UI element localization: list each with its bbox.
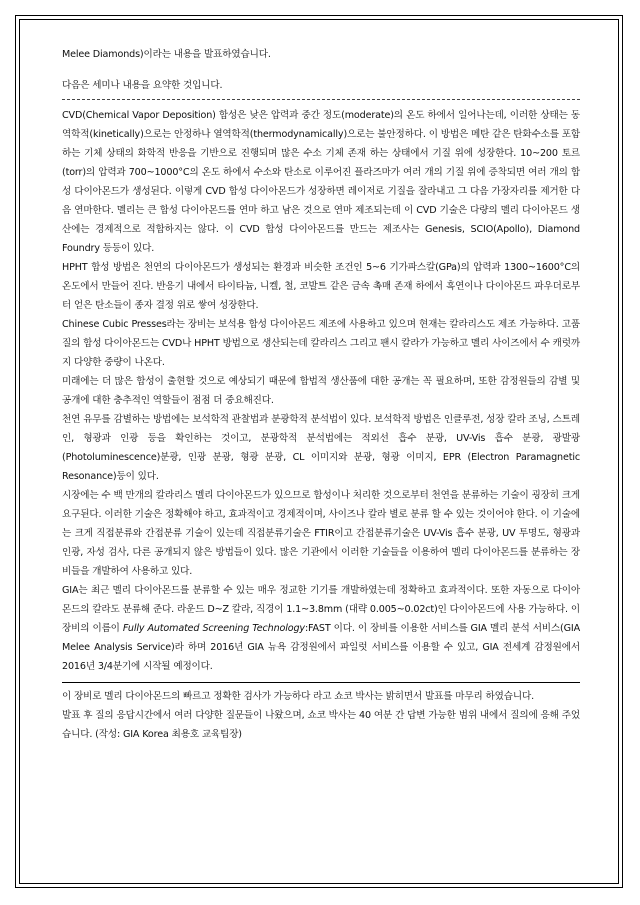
document-body (62, 45, 580, 744)
gia-text-before: GIA는 최근 멜리 다이아몬드를 분류할 수 있는 매우 정교한 기기를 개발하였는데 정확하고 효과적이다. 또한 자동으로 다이아몬드의 칼라도 분류해 준다. 라운드 D~Z 칼라, 직경이 1.1~3.8mm (대략 0.005~0.02ct)인 다이아몬드에 사용 가능하다. 이 장비의 이름이 (62, 585, 580, 634)
intro-line: Melee Diamonds)이라는 내용을 발표하였습니다. (62, 49, 271, 60)
gia-device-name: Fully Automated Screening Technology (122, 623, 305, 634)
summary-lead: 다음은 세미나 내용을 요약한 것입니다. (62, 80, 223, 91)
gia-text-after: :FAST 이다. 이 장비를 이용한 서비스를 GIA 멜리 분석 서비스(GIA Melee Analysis Service)라 하며 2016년 GIA 뉴욕 감정원에서 파일럿 서비스를 이용할 수 있고, GIA 전세계 감정원에서 2016년 3/4분기에 시작될 예정이다. (62, 623, 581, 672)
paragraph-market: 시장에는 수 백 만개의 칼라리스 멜리 다이아몬드가 있으므로 합성이나 처리한 것으로부터 천연을 분류하는 기술이 굉장히 크게 요구된다. 이러한 기술은 정확해야 하고, 효과적이고 경제적이며, 사이즈나 칼라 별로 분류 할 수 있는 것이어야 한다. 이 기술에는 크게 직접분류와 간접분류 기술이 있는데 직접분류기술은 FTIR이고 간접분류기술은 UV-Vis 흡수 분광, UV 투명도, 형광과 인광, 자성 검사, 다른 공개되지 않은 방법들이 있다. 많은 기관에서 이러한 기술들을 이용하여 멜리 다이아몬드를 분류하는 장비들을 개발하여 사용하고 있다. (62, 490, 580, 577)
closing-paragraph-2: 발표 후 질의 응답시간에서 여러 다양한 질문들이 나왔으며, 쇼코 박사는 40 여분 간 답변 가능한 범위 내에서 질의에 응해 주었습니다. (작성: GIA Korea 최용호 교육팀장) (62, 710, 580, 740)
paragraph-future: 미래에는 더 많은 합성이 출현할 것으로 예상되기 때문에 합법적 생산품에 대한 공개는 꼭 필요하며, 또한 감정원들의 감별 및 공개에 대한 충추적인 역할들이 점점 더 중요해진다. (62, 376, 580, 406)
paragraph-gia (62, 581, 580, 676)
paragraph-hpht: HPHT 합성 방법은 천연의 다이아몬드가 생성되는 환경과 비슷한 조건인 5~6 기가파스칼(GPa)의 압력과 1300~1600°C의 온도에서 만들어 진다. 반응기 내에서 타이타늄, 니켈, 철, 코발트 같은 금속 촉매 존재 하에서 흑연이나 다이아몬드 파우더로부터 얻은 탄소들이 종자 결정 위로 쌓여 성장한다. (62, 262, 580, 311)
paragraph-presses: Chinese Cubic Presses라는 장비는 보석용 합성 다이아몬드 제조에 사용하고 있으며 현재는 칼라리스도 제조 가능하다. 고품질의 합성 다이아몬드는 CVD나 HPHT 방법으로 생산되는데 칼라리스 그리고 팬시 칼라가 가능하고 멜리 사이즈에서 수 캐럿까지 다양한 중량이 나온다. (62, 319, 580, 368)
paragraph-methods: 천연 유무를 감별하는 방법에는 보석학적 관찰법과 분광학적 분석법이 있다. 보석학적 방법은 인클루전, 성장 칼라 조닝, 스트레인, 형광과 인광 등을 확인하는 것이고, 분광학적 분석법에는 적외선 흡수 분광, UV-Vis 흡수 분광, 광발광(Photoluminescence)분광, 인광 분광, 형광 분광, CL 이미지와 분광, 형광 이미지, EPR (Electron Paramagnetic Resonance)등이 있다. (62, 414, 580, 482)
paragraph-cvd: CVD(Chemical Vapor Deposition) 합성은 낮은 압력과 중간 정도(moderate)의 온도 하에서 일어나는데, 이러한 상태는 동역학적(kinetically)으로는 안정하나 열역학적(thermodynamically)으로는 불안정하다. 이 방법은 메탄 같은 탄화수소를 포함하는 기체 상태의 화학적 반응을 기반으로 진행되며 많은 수소 기체 존재 하는 상태에서 기질 위에 성장한다. 10~200 토르(torr)의 압력과 700~1000°C의 온도 하에서 수소와 탄소로 이루어진 플라즈마가 여러 개의 기질 위에 증착되면 여러 개의 합성 다이아몬드가 생성된다. 이렇게 CVD 합성 다이아몬드가 성장하면 레이저로 기질을 잘라내고 그 다음 가장자리를 제거한 다음 연마한다. 멜리는 큰 합성 다이아몬드를 연마 하고 남은 것으로 연마 제조되는데 이 CVD 기술은 다량의 멜리 다이아몬드 생산에는 경제적으로 적합하지는 않다. 이 CVD 합성 다이아몬드를 만드는 제조사는 Genesis, SCIO(Apollo), Diamond Foundry 등등이 있다. (62, 110, 580, 254)
closing-paragraph-1: 이 장비로 멜리 다이아몬드의 빠르고 정확한 검사가 가능하다 라고 쇼코 박사는 밝히면서 발표를 마무리 하였습니다. (62, 691, 535, 702)
dashed-divider (62, 99, 580, 100)
solid-divider (62, 682, 580, 683)
